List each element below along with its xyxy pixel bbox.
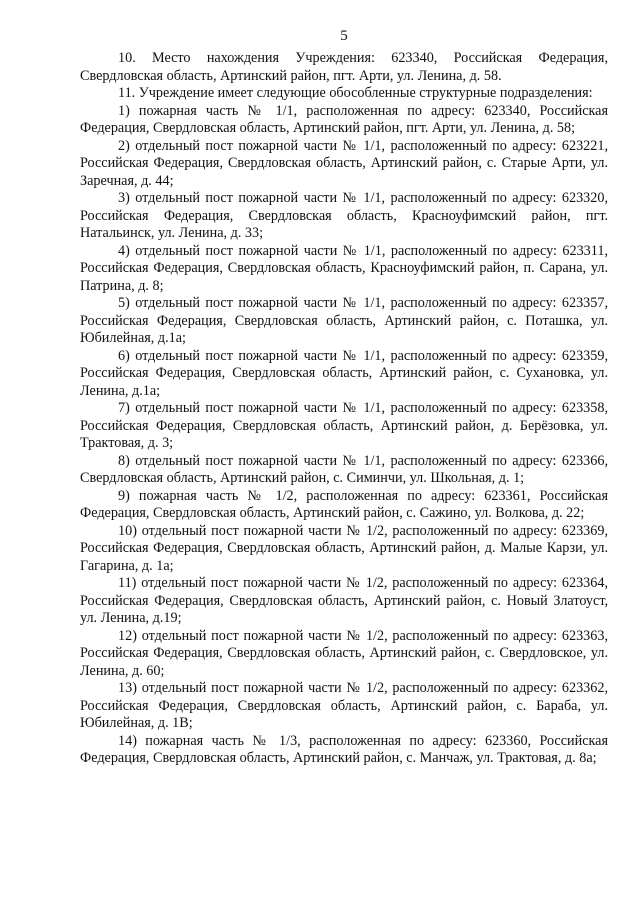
list-item: 9) пожарная часть № 1/2, расположенная по адресу: 623361, Российская Федерация, Свердловская область, Артинский район, с. Сажино, ул. Волкова, д. 22; <box>80 487 608 521</box>
list-item: 2) отдельный пост пожарной части № 1/1, расположенный по адресу: 623221, Российская Федерация, Свердловская область, Артинский район, с. Старые Арти, ул. Заречная, д. 44; <box>80 137 608 189</box>
list-item: 11) отдельный пост пожарной части № 1/2, расположенный по адресу: 623364, Российская Федерация, Свердловская область, Артинский район, с. Новый Златоуст, ул. Ленина, д.19; <box>80 575 608 626</box>
list-item: 1) пожарная часть № 1/1, расположенная по адресу: 623340, Российская Федерация, Свердловская область, Артинский район, пгт. Арти, ул. Ленина, д. 58; <box>80 102 608 136</box>
list-item: 7) отдельный пост пожарной части № 1/1, расположенный по адресу: 623358, Российская Федерация, Свердловская область, Артинский район, д. Берёзовка, ул. Трактовая, д. 3; <box>80 400 608 451</box>
list-item: 3) отдельный пост пожарной части № 1/1, расположенный по адресу: 623320, Российская Федерация, Свердловская область, Красноуфимский район, пгт. Натальинск, ул. Ленина, д. 33; <box>80 190 608 241</box>
page-number: 5 <box>340 28 348 44</box>
list-item: 14) пожарная часть № 1/3, расположенная по адресу: 623360, Российская Федерация, Свердловская область, Артинский район, с. Манчаж, ул. Трактовая, д. 8а; <box>80 732 608 766</box>
list-item: 8) отдельный пост пожарной части № 1/1, расположенный по адресу: 623366, Свердловская область, Артинский район, с. Симинчи, ул. Школьная, д. 1; <box>80 452 608 486</box>
list-item: 12) отдельный пост пожарной части № 1/2, расположенный по адресу: 623363, Российская Федерация, Свердловская область, Артинский район, с. Свердловское, ул. Ленина, д. 60; <box>80 627 608 679</box>
paragraph-location: 10. Место нахождения Учреждения: 623340, Российская Федерация, Свердловская область, Артинский район, пгт. Арти, ул. Ленина, д. 58. <box>80 50 608 84</box>
list-item: 5) отдельный пост пожарной части № 1/1, расположенный по адресу: 623357, Российская Федерация, Свердловская область, Артинский район, с. Поташка, ул. Юбилейная, д.1а; <box>80 295 608 346</box>
list-item: 6) отдельный пост пожарной части № 1/1, расположенный по адресу: 623359, Российская Федерация, Свердловская область, Артинский район, с. Сухановка, ул. Ленина, д.1а; <box>80 347 608 399</box>
list-item: 13) отдельный пост пожарной части № 1/2, расположенный по адресу: 623362, Российская Федерация, Свердловская область, Артинский район, с. Бараба, ул. Юбилейная, д. 1В; <box>80 680 608 731</box>
list-item: 4) отдельный пост пожарной части № 1/1, расположенный по адресу: 623311, Российская Федерация, Свердловская область, Красноуфимский район, п. Сарана, ул. Патрина, д. 8; <box>80 242 608 294</box>
paragraph-subdivisions-intro: 11. Учреждение имеет следующие обособленные структурные подразделения: <box>118 85 593 101</box>
list-item: 10) отдельный пост пожарной части № 1/2, расположенный по адресу: 623369, Российская Федерация, Свердловская область, Артинский район, д. Малые Карзи, ул. Гагарина, д. 1а; <box>80 522 608 574</box>
